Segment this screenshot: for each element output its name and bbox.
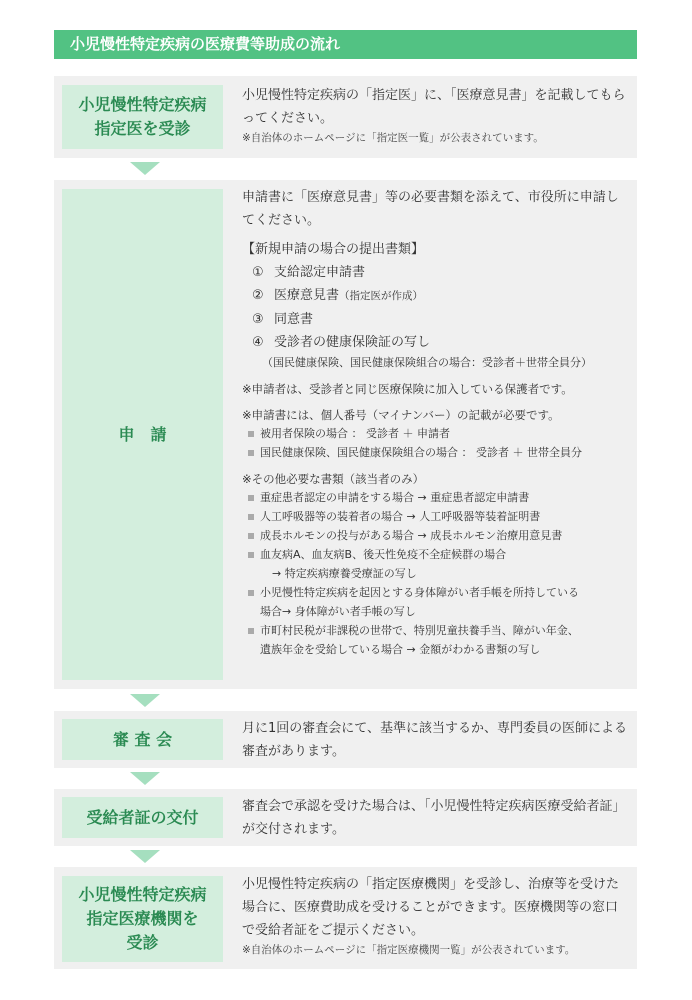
step-label-line: 小児慢性特定疾病 (78, 885, 207, 904)
step-label (62, 189, 223, 680)
document-subnote: （国民健康保険、国民健康保険組合の場合：受診者＋世帯全員分） (262, 356, 592, 369)
page-title: 小児慢性特定疾病の医療費等助成の流れ (54, 30, 637, 59)
list-item-continuation: 遺族年金を受給している場合 → 金額がわかる書類の写し (260, 643, 541, 656)
step-label-line: 受診 (126, 933, 159, 952)
list-item: 重症患者認定の申請をする場合 → 重症患者認定申請書 (242, 488, 627, 507)
step-description: 小児慢性特定疾病の「指定医療機関」を受診し、治療等を受けた場合に、医療費助成を受けることができます。医療機関等の窓口で受給者証をご提示ください。 (242, 877, 620, 938)
step-label-line: 審 査 会 (112, 729, 173, 749)
step-label-line: 受給者証の交付 (86, 807, 199, 827)
applicant-note: ※申請者は、受診者と同じ医療保険に加入している保護者です。 (242, 382, 573, 396)
step-label-line: 指定医を受診 (94, 119, 191, 138)
step-label (62, 797, 223, 838)
list-item: 小児慢性特定疾病を起因とする身体障がい者手帳を所持している (242, 583, 627, 602)
step-note: ※自治体のホームページに「指定医療機関一覧」が公表されています。 (242, 944, 576, 956)
step-label-line: 小児慢性特定疾病 (78, 95, 207, 114)
step-label (62, 876, 223, 962)
step-note: ※自治体のホームページに「指定医一覧」が公表されています。 (242, 132, 544, 144)
document-item: ① 支給認定申請書 (252, 265, 366, 280)
other-docs-note: ※その他必要な書類（該当者のみ） (242, 472, 425, 486)
list-item: 市町村民税が非課税の世帯で、特別児童扶養手当、障がい年金、 (242, 621, 627, 640)
step-review-board (54, 711, 637, 768)
list-item-continuation: → 特定疾病療養受療証の写し (272, 567, 417, 580)
documents-list (242, 261, 627, 372)
documents-heading: 【新規申請の場合の提出書類】 (242, 242, 425, 257)
list-item: 国民健康保険、国民健康保険組合の場合 ： 受診者 ＋ 世帯全員分 (242, 443, 627, 462)
step-consult-doctor (54, 76, 637, 158)
list-item: 被用者保険の場合 ： 受診者 ＋ 申請者 (242, 424, 627, 443)
step-label (62, 85, 223, 149)
down-arrow-icon (130, 694, 160, 707)
document-item: ② 医療意見書（指定医が作成） (252, 288, 424, 303)
step-application (54, 180, 637, 689)
list-item: 人工呼吸器等の装着者の場合 → 人工呼吸器等装着証明書 (242, 507, 627, 526)
step-label (62, 719, 223, 760)
step-description: 審査会で承認を受けた場合は、「小児慢性特定疾病医療受給者証」が交付されます。 (242, 799, 626, 837)
list-item-continuation: 場合→ 身体障がい者手帳の写し (260, 605, 416, 618)
step-visit-medical-institution (54, 867, 637, 969)
document-item: ③ 同意書 (252, 312, 314, 327)
list-item: 成長ホルモンの投与がある場合 → 成長ホルモン治療用意見書 (242, 526, 627, 545)
list-item: 血友病A、血友病B、後天性免疫不全症候群の場合 (242, 545, 627, 564)
step-label-line: 申 請 (118, 424, 167, 444)
step-certificate-issue (54, 789, 637, 846)
step-label-line: 指定医療機関を (86, 909, 199, 928)
down-arrow-icon (130, 850, 160, 863)
step-description: 申請書に「医療意見書」等の必要書類を添えて、市役所に申請してください。 (242, 190, 619, 228)
mynumber-note: ※申請書には、個人番号（マイナンバー）の記載が必要です。 (242, 408, 560, 422)
step-description: 月に1回の審査会にて、基準に該当するか、専門委員の医師による審査があります。 (242, 721, 628, 759)
step-description: 小児慢性特定疾病の「指定医」に、「医療意見書」を記載してもらってください。 (242, 88, 626, 126)
down-arrow-icon (130, 772, 160, 785)
document-item: ④ 受診者の健康保険証の写し (252, 335, 431, 350)
down-arrow-icon (130, 162, 160, 175)
